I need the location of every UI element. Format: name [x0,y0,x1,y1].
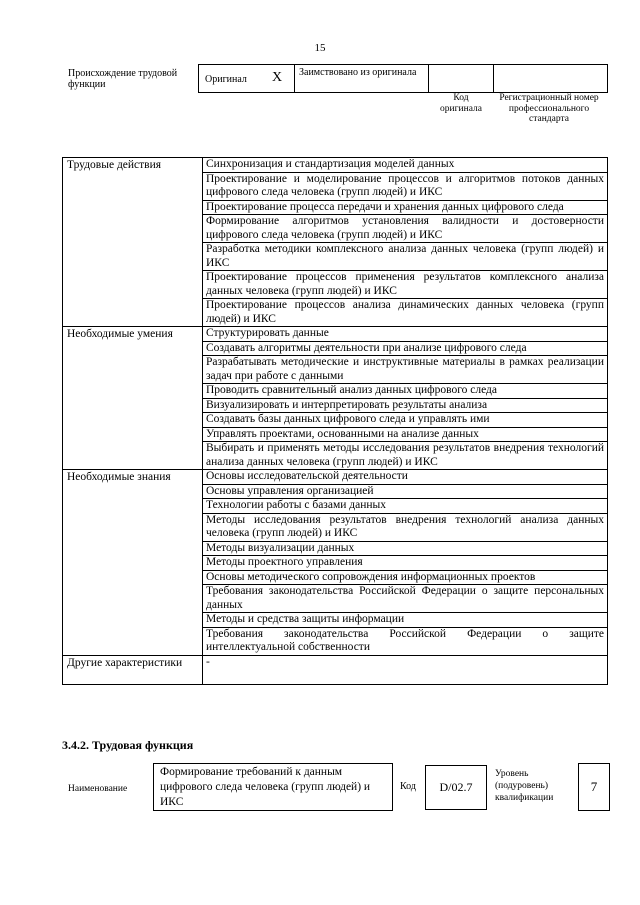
requirement-item: Структурировать данные [203,327,608,342]
requirement-item: Проектирование процессов применения результатов комплексного анализа данных человека (групп людей) и ИКС [203,271,608,299]
requirement-item: Основы исследовательской деятельности [203,470,608,485]
requirement-item: Разработка методики комплексного анализа данных человека (групп людей) и ИКС [203,243,608,271]
code-label: Код [400,781,416,792]
requirement-item: Требования законодательства Российской Федерации о защите персональных данных [203,585,608,613]
origin-code-cell [428,64,494,93]
requirement-item: Визуализировать и интерпретировать результаты анализа [203,398,608,413]
table-row [63,655,608,684]
requirement-item: Требования законодательства Российской Федерации о защите интеллектуальной собственности [203,627,608,655]
reg-caption: Регистрационный номер профессионального стандарта [499,93,599,124]
requirement-item: Разрабатывать методические и инструктивные материалы в рамках реализации задач при работе с данными [203,356,608,384]
requirement-item: Создавать алгоритмы деятельности при анализе цифрового следа [203,341,608,356]
category-label: Необходимые знания [63,470,203,656]
category-label: Трудовые действия [63,158,203,327]
origin-mark: X [272,70,283,85]
requirement-item: Формирование алгоритмов установления валидности и достоверности цифрового следа человека (групп людей) и ИКС [203,215,608,243]
requirement-item: Методы и средства защиты информации [203,613,608,628]
origin-original-label: Оригинал [205,74,247,85]
category-label: Необходимые умения [63,327,203,470]
origin-label: Происхождение трудовой функции [68,68,178,90]
requirement-item: - [203,655,608,684]
level-value-box: 7 [578,763,610,811]
code-caption: Код оригинала [440,93,482,114]
requirement-item: Технологии работы с базами данных [203,499,608,514]
name-label: Наименование [68,784,128,794]
origin-borrowed-label: Заимствовано из оригинала [299,67,417,78]
requirement-item: Методы визуализации данных [203,541,608,556]
origin-reg-cell [493,64,608,93]
requirement-item: Методы исследования результатов внедрения технологий анализа данных человека (групп людей) и ИКС [203,513,608,541]
level-label: Уровень (подуровень) квалификации [495,769,554,803]
labor-function-table [62,157,608,685]
requirement-item: Основы управления организацией [203,484,608,499]
requirement-item: Выбирать и применять методы исследования результатов внедрения технологий анализа данных человека (групп людей) и ИКС [203,442,608,470]
requirement-item: Создавать базы данных цифрового следа и управлять ими [203,413,608,428]
requirement-item: Проектирование и моделирование процессов и алгоритмов потоков данных цифрового следа человека (групп людей) и ИКС [203,172,608,200]
section-title: 3.4.2. Трудовая функция [62,738,194,752]
table-row [63,158,608,173]
category-label: Другие характеристики [63,655,203,684]
function-name-box: Формирование требований к данным цифрового следа человека (групп людей) и ИКС [153,763,393,811]
table-row [63,470,608,485]
requirement-item: Методы проектного управления [203,556,608,571]
requirement-item: Синхронизация и стандартизация моделей данных [203,158,608,173]
page-number: 15 [314,42,326,54]
table-row [63,327,608,342]
requirement-item: Управлять проектами, основанными на анализе данных [203,427,608,442]
requirement-item: Проводить сравнительный анализ данных цифрового следа [203,384,608,399]
function-code-box: D/02.7 [425,765,487,810]
requirement-item: Основы методического сопровождения информационных проектов [203,570,608,585]
requirement-item: Проектирование процесса передачи и хранения данных цифрового следа [203,200,608,215]
requirement-item: Проектирование процессов анализа динамических данных человека (групп людей) и ИКС [203,299,608,327]
